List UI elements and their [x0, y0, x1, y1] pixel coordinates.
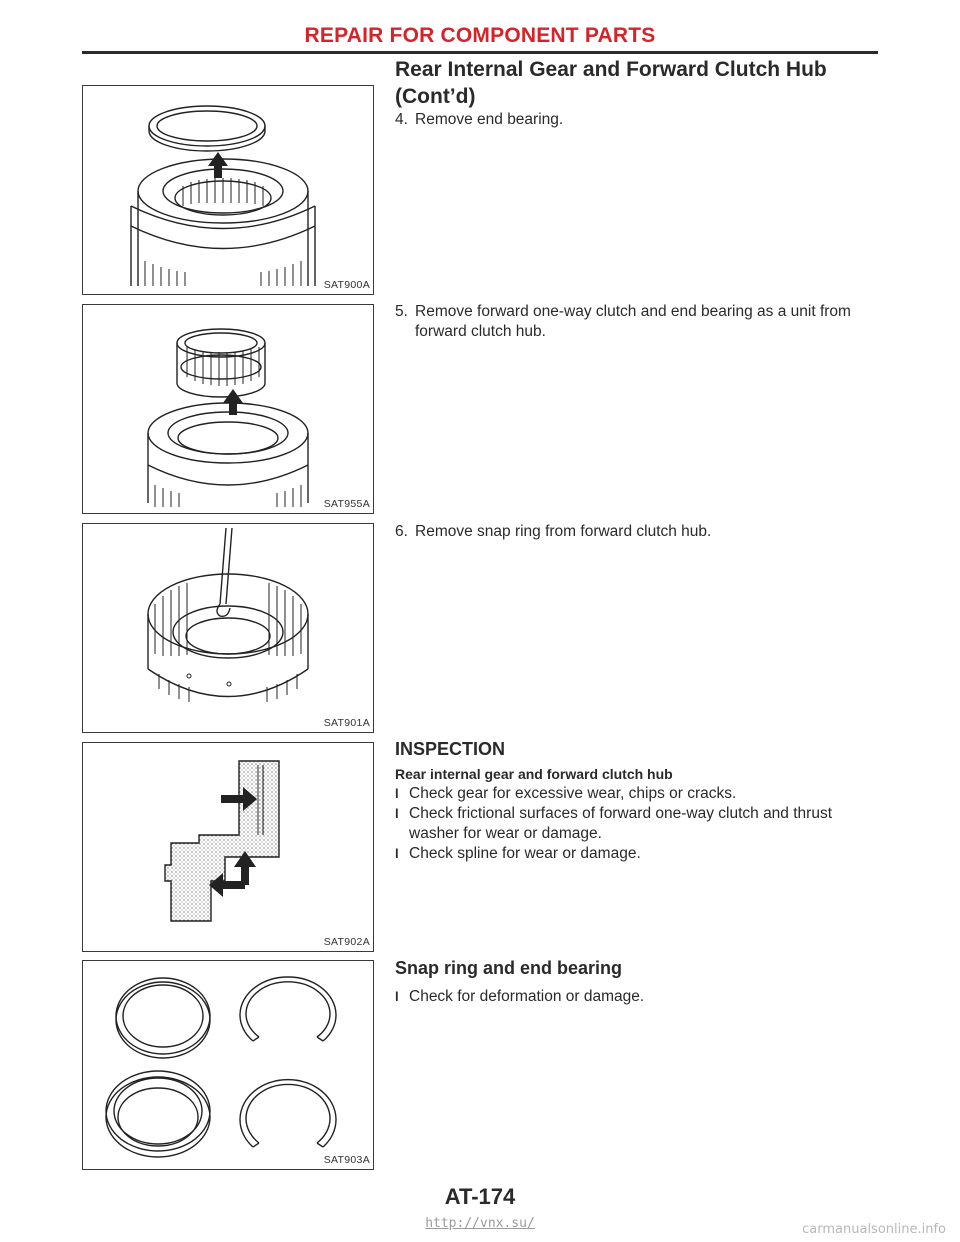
bullet-glyph: l — [395, 989, 399, 1004]
bullet-text: Check gear for excessive wear, chips or cracks. — [409, 785, 737, 802]
snap-ring-bullet-list — [395, 987, 885, 1007]
figure-one-way-clutch-removal — [82, 304, 374, 514]
watermark: carmanualsonline.info — [802, 1222, 946, 1237]
bullet-glyph: l — [395, 786, 399, 801]
figure-code: SAT955A — [323, 498, 370, 510]
list-item — [395, 804, 885, 844]
figure-inspection-cross-section — [82, 742, 374, 952]
step-number: 4. — [395, 111, 408, 128]
list-item — [395, 844, 885, 864]
hub-cross-section-illustration — [83, 743, 373, 951]
step-text-continued: forward clutch hub. — [415, 323, 546, 340]
list-item — [395, 784, 885, 804]
one-way-clutch-illustration — [83, 305, 373, 513]
figure-code: SAT901A — [323, 717, 370, 729]
figure-snap-ring-and-bearing — [82, 960, 374, 1170]
inspection-heading: INSPECTION — [395, 739, 506, 759]
page-number: AT-174 — [444, 1184, 516, 1209]
step-4 — [395, 110, 885, 130]
figure-code: SAT902A — [323, 936, 370, 948]
section-title — [395, 56, 865, 110]
snap-ring-heading: Snap ring and end bearing — [395, 958, 623, 978]
bullet-text: Check for deformation or damage. — [409, 988, 645, 1005]
page-header-title: REPAIR FOR COMPONENT PARTS — [304, 24, 656, 47]
bullet-text: Check spline for wear or damage. — [409, 845, 641, 862]
list-item — [395, 987, 885, 1007]
figure-code: SAT903A — [323, 1154, 370, 1166]
step-number: 5. — [395, 303, 408, 320]
bullet-glyph: l — [395, 806, 399, 821]
step-text: Remove forward one-way clutch and end bearing as a unit from — [415, 303, 851, 320]
inspection-bullet-list — [395, 784, 885, 864]
snap-ring-bearing-illustration — [83, 961, 373, 1169]
step-6 — [395, 522, 885, 542]
header-rule — [82, 51, 878, 54]
step-number: 6. — [395, 523, 408, 540]
figure-snap-ring-removal — [82, 523, 374, 733]
figure-code: SAT900A — [323, 279, 370, 291]
section-title-line2: (Cont’d) — [395, 85, 476, 108]
figure-end-bearing-removal — [82, 85, 374, 295]
step-text: Remove snap ring from forward clutch hub. — [415, 523, 712, 540]
section-title-line1: Rear Internal Gear and Forward Clutch Hub — [395, 58, 827, 81]
step-5 — [395, 302, 885, 342]
snap-ring-removal-illustration — [83, 524, 373, 732]
footer-link[interactable]: http://vnx.su/ — [425, 1216, 535, 1231]
bullet-glyph: l — [395, 846, 399, 861]
end-bearing-illustration — [83, 86, 373, 294]
step-text: Remove end bearing. — [415, 111, 564, 128]
bullet-text: Check frictional surfaces of forward one-way clutch and thrust washer for wear or damage. — [409, 805, 832, 842]
inspection-subheading: Rear internal gear and forward clutch hub — [395, 766, 673, 782]
